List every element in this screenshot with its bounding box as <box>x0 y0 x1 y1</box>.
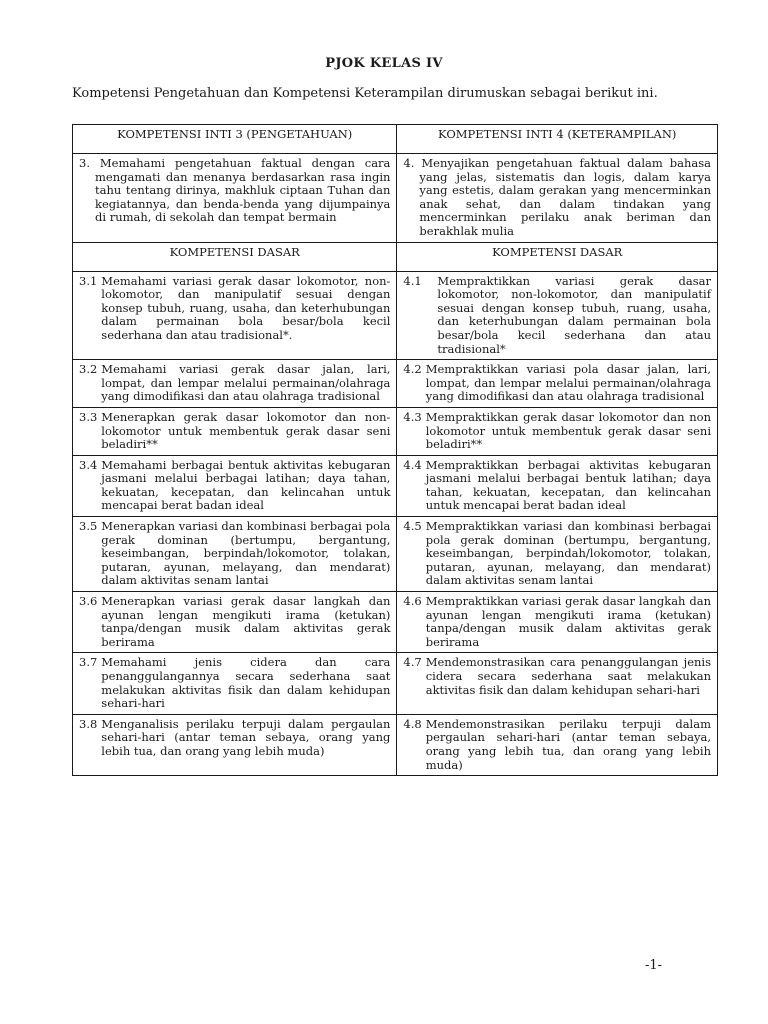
kd-item <box>79 520 390 588</box>
kd-cell-right <box>397 653 718 714</box>
kd-text: Mempraktikkan variasi pola dasar jalan, lari, lompat, dan lempar melalui permainan/olahraga yang dimodifikasi dan atau olahraga tradisional <box>425 362 711 404</box>
kd-text: Menerapkan gerak dasar lokomotor dan non-lokomotor untuk membentuk gerak dasar seni beladiri** <box>101 409 391 452</box>
kd-item <box>403 275 711 357</box>
table-row <box>73 455 718 516</box>
kd-text: Mempraktikkan variasi gerak dasar lokomotor, non-lokomotor, dan manipulatif sesuai dengan konsep tubuh, ruang, usaha, dan keterhubungan dalam permainan bola besar/bola kecil sederhana dan atau tradisional* <box>437 273 711 356</box>
kd-number: 3.1 <box>79 273 98 288</box>
kd-text: Memahami jenis cidera dan cara penanggulangannya secara sederhana saat melakukan aktivitas fisik dan dalam kehidupan sehari-hari <box>101 655 391 711</box>
ki3-content <box>73 154 397 243</box>
kd-text: Menerapkan variasi gerak dasar langkah dan ayunan lengan mengikuti irama (ketukan) tanpa/dengan musik dalam aktivitas gerak berirama <box>101 594 391 649</box>
kd-number: 3.2 <box>79 362 98 377</box>
kd-item <box>403 459 711 513</box>
kd-cell-left <box>73 517 397 592</box>
kd-text: Memahami variasi gerak dasar jalan, lari, lompat, dan lempar melalui permainan/olahraga yang dimodifikasi dan atau olahraga tradisional <box>101 362 391 404</box>
kd-item <box>403 718 711 772</box>
kd-cell-left <box>73 714 397 775</box>
kd-number: 3.8 <box>79 716 98 731</box>
kd-header-left: KOMPETENSI DASAR <box>73 242 397 271</box>
table-row <box>73 517 718 592</box>
kd-item <box>403 656 711 697</box>
kd-item <box>79 459 390 513</box>
kd-cell-right <box>397 592 718 653</box>
kd-number: 3.3 <box>79 409 98 424</box>
table-row <box>73 407 718 455</box>
kd-text: Mempraktikkan variasi gerak dasar langkah dan ayunan lengan mengikuti irama (ketukan) tanpa/dengan musik dalam aktivitas gerak berirama <box>425 594 711 649</box>
ki-content-row <box>73 154 718 243</box>
ki3-text: 3. Memahami pengetahuan faktual dengan cara mengamati dan menanya berdasarkan rasa ingin tahu tentang dirinya, makhluk ciptaan Tuhan dan kegiatannya, dan benda-benda yang dijumpainya di rumah, di sekolah dan tempat bermain <box>79 156 391 225</box>
kd-number: 3.6 <box>79 594 98 609</box>
kd-number: 4.6 <box>403 594 422 609</box>
kd-number: 4.8 <box>403 716 422 731</box>
kd-text: Memahami variasi gerak dasar lokomotor, non-lokomotor, dan manipulatif sesuai dengan konsep tubuh, ruang, usaha, dan keterhubungan dalam permainan bola besar/bola kecil sederhana dan atau tradisional*. <box>101 273 391 342</box>
kd-text: Mendemonstrasikan cara penanggulangan jenis cidera secara sederhana saat melakukan aktivitas fisik dan dalam kehidupan sehari-hari <box>425 655 711 697</box>
kd-text: Mempraktikkan berbagai aktivitas kebugaran jasmani melalui berbagai bentuk latihan; daya tahan, kekuatan, kecepatan, dan kelincahan untuk mencapai berat badan ideal <box>425 457 711 513</box>
kd-cell-right <box>397 271 718 360</box>
kd-header-row <box>73 242 718 271</box>
kd-text: Menerapkan variasi dan kombinasi berbagai pola gerak dominan (bertumpu, bergantung, keseimbangan, berpindah/lokomotor, tolakan, putaran, ayunan, melayang, dan mendarat) dalam aktivitas senam lantai <box>101 519 391 588</box>
intro-paragraph: Kompetensi Pengetahuan dan Kompetensi Keterampilan dirumuskan sebagai berikut ini. <box>72 86 658 101</box>
table-row <box>73 714 718 775</box>
kd-number: 3.5 <box>79 519 98 534</box>
kd-item <box>403 411 711 452</box>
kd-number: 4.1 <box>403 273 422 288</box>
kd-cell-right <box>397 407 718 455</box>
kd-cell-left <box>73 455 397 516</box>
ki3-header: KOMPETENSI INTI 3 (PENGETAHUAN) <box>73 125 397 154</box>
kd-cell-right <box>397 455 718 516</box>
kd-cell-right <box>397 360 718 408</box>
ki4-header: KOMPETENSI INTI 4 (KETERAMPILAN) <box>397 125 718 154</box>
kd-text: Mempraktikkan variasi dan kombinasi berbagai pola gerak dominan (bertumpu, bergantung, keseimbangan, berpindah/lokomotor, tolakan, putaran, ayunan, melayang, dan mendarat) dalam aktivitas senam lantai <box>425 519 711 588</box>
kd-cell-right <box>397 517 718 592</box>
kd-item <box>79 363 390 404</box>
kd-text: Memahami berbagai bentuk aktivitas kebugaran jasmani melalui berbagai latihan; daya tahan, kekuatan, kecepatan, dan kelincahan untuk mencapai berat badan ideal <box>101 457 391 513</box>
kd-text: Mendemonstrasikan perilaku terpuji dalam pergaulan sehari-hari (antar teman sebaya, orang yang lebih tua, dan orang yang lebih muda) <box>425 716 711 772</box>
kd-cell-left <box>73 360 397 408</box>
kd-number: 4.5 <box>403 519 422 534</box>
kd-cell-left <box>73 653 397 714</box>
ki-header-row <box>73 125 718 154</box>
kd-cell-left <box>73 592 397 653</box>
table-row <box>73 592 718 653</box>
kd-item <box>79 411 390 452</box>
kd-rows <box>73 271 718 776</box>
kd-cell-left <box>73 407 397 455</box>
kd-number: 3.4 <box>79 457 98 472</box>
kd-item <box>403 595 711 649</box>
kd-number: 4.3 <box>403 409 422 424</box>
page-title: PJOK KELAS IV <box>325 56 443 71</box>
kd-number: 4.2 <box>403 362 422 377</box>
kd-text: Mempraktikkan gerak dasar lokomotor dan non lokomotor untuk membentuk gerak dasar seni beladiri** <box>425 409 711 452</box>
table-row <box>73 653 718 714</box>
kd-item <box>79 275 390 343</box>
kd-item <box>79 656 390 710</box>
ki4-content <box>397 154 718 243</box>
kd-item <box>403 520 711 588</box>
kd-item <box>79 718 390 759</box>
kompetensi-table <box>72 124 718 776</box>
ki4-text: 4. Menyajikan pengetahuan faktual dalam bahasa yang jelas, sistematis dan logis, dalam karya yang estetis, dalam gerakan yang mencerminkan anak sehat, dan dalam tindakan yang mencerminkan perilaku anak beriman dan berakhlak mulia <box>403 156 711 238</box>
kd-item <box>403 363 711 404</box>
kd-header-right: KOMPETENSI DASAR <box>397 242 718 271</box>
page-number: -1- <box>644 958 662 973</box>
kd-number: 3.7 <box>79 655 98 670</box>
table-row <box>73 360 718 408</box>
kd-cell-left <box>73 271 397 360</box>
kd-number: 4.7 <box>403 655 422 670</box>
kd-number: 4.4 <box>403 457 422 472</box>
kd-text: Menganalisis perilaku terpuji dalam pergaulan sehari-hari (antar teman sebaya, orang yang lebih tua, dan orang yang lebih muda) <box>101 716 391 758</box>
kd-cell-right <box>397 714 718 775</box>
kd-item <box>79 595 390 649</box>
table-row <box>73 271 718 360</box>
